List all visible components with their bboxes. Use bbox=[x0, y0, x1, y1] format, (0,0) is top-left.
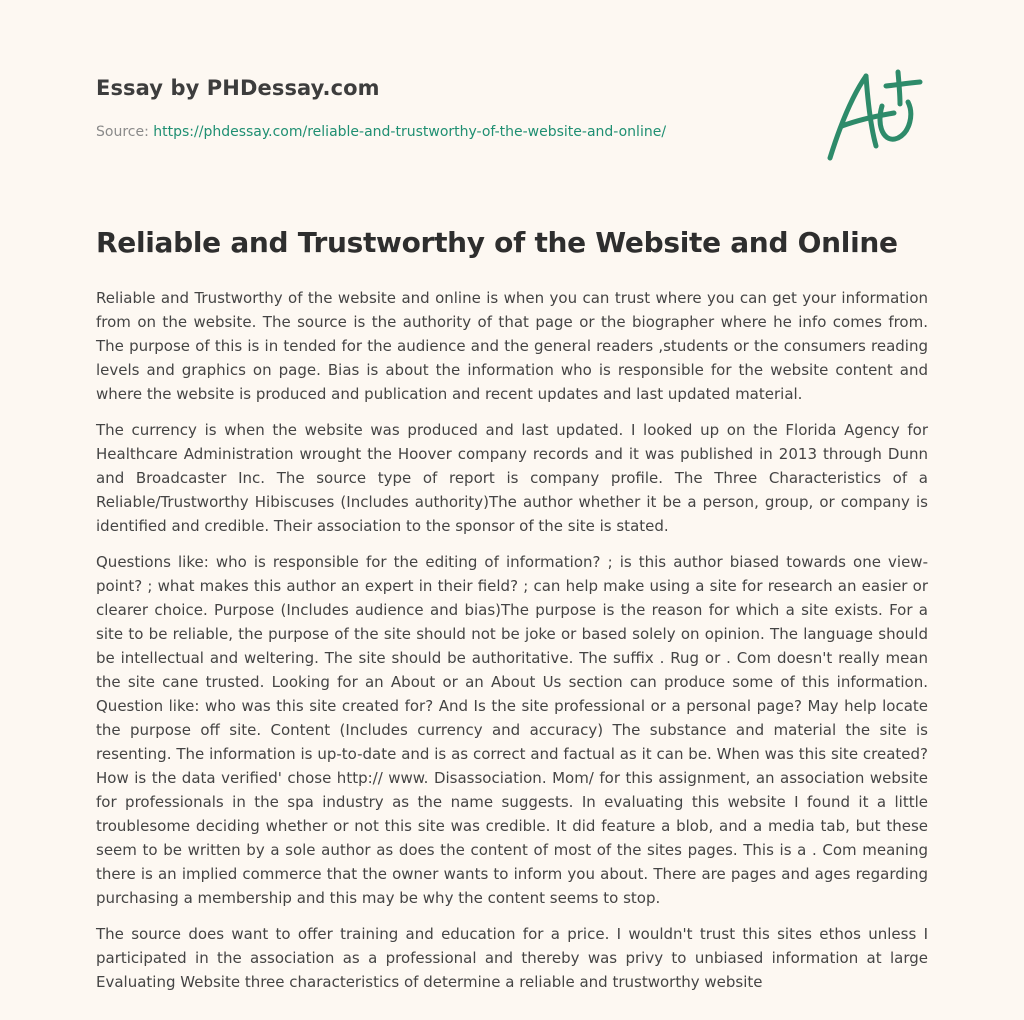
source-line bbox=[96, 124, 666, 140]
site-brand: Essay by PHDessay.com bbox=[96, 76, 380, 100]
essay-title: Reliable and Trustworthy of the Website and Online bbox=[96, 226, 898, 259]
source-label: Source: bbox=[96, 124, 149, 140]
essay-body bbox=[96, 286, 928, 1006]
essay-paragraph: Reliable and Trustworthy of the website and online is when you can trust where you can get your information from on the website. The source is the authority of that page or the biographer where he info comes from. The purpose of this is in tended for the audience and the general readers ,students or the consumers reading levels and graphics on page. Bias is about the information who is responsible for the website content and where the website is produced and publication and recent updates and last updated material. bbox=[96, 289, 928, 403]
essay-paragraph: Questions like: who is responsible for the editing of information? ; is this author biased towards one view-point? ; what makes this author an expert in their field? ; can help make using a site for research an easier or clearer choice. Purpose (Includes audience and bias)The purpose is the reason for which a site exists. For a site to be reliable, the purpose of the site should not be joke or based solely on opinion. The language should be intellectual and weltering. The site should be authoritative. The suffix . Rug or . Com doesn't really mean the site cane trusted. Looking for an About or an About Us section can produce some of this information. Question like: who was this site created for? And Is the site professional or a personal page? May help locate the purpose off site. Content (Includes currency and accuracy) The substance and material the site is resenting. The information is up-to-date and is as correct and factual as it can be. When was this site created? How is the data verified' chose http:// www. Disassociation. Mom/ for this assignment, an association website for professionals in the spa industry as the name suggests. In evaluating this website I found it a little troublesome deciding whether or not this site was credible. It did feature a blob, and a media tab, but these seem to be written by a sole author as does the content of most of the sites pages. This is a . Com meaning there is an implied commerce that the owner wants to inform you about. There are pages and ages regarding purchasing a membership and this may be why the content seems to stop. bbox=[96, 553, 928, 907]
essay-paragraph: The source does want to offer training and education for a price. I wouldn't trust this sites ethos unless I participated in the association as a professional and thereby was privy to unbiased information at large Evaluating Website three characteristics of determine a reliable and trustworthy website bbox=[96, 925, 928, 991]
essay-paragraph: The currency is when the website was produced and last updated. I looked up on the Florida Agency for Healthcare Administration wrought the Hoover company records and it was published in 2013 through Dunn and Broadcaster Inc. The source type of report is company profile. The Three Characteristics of a Reliable/Trustworthy Hibiscuses (Includes authority)The author whether it be a person, group, or company is identified and credible. Their association to the sponsor of the site is stated. bbox=[96, 421, 928, 535]
a-plus-grade-icon bbox=[818, 66, 928, 166]
source-link[interactable]: https://phdessay.com/reliable-and-trustworthy-of-the-website-and-online/ bbox=[153, 124, 667, 140]
